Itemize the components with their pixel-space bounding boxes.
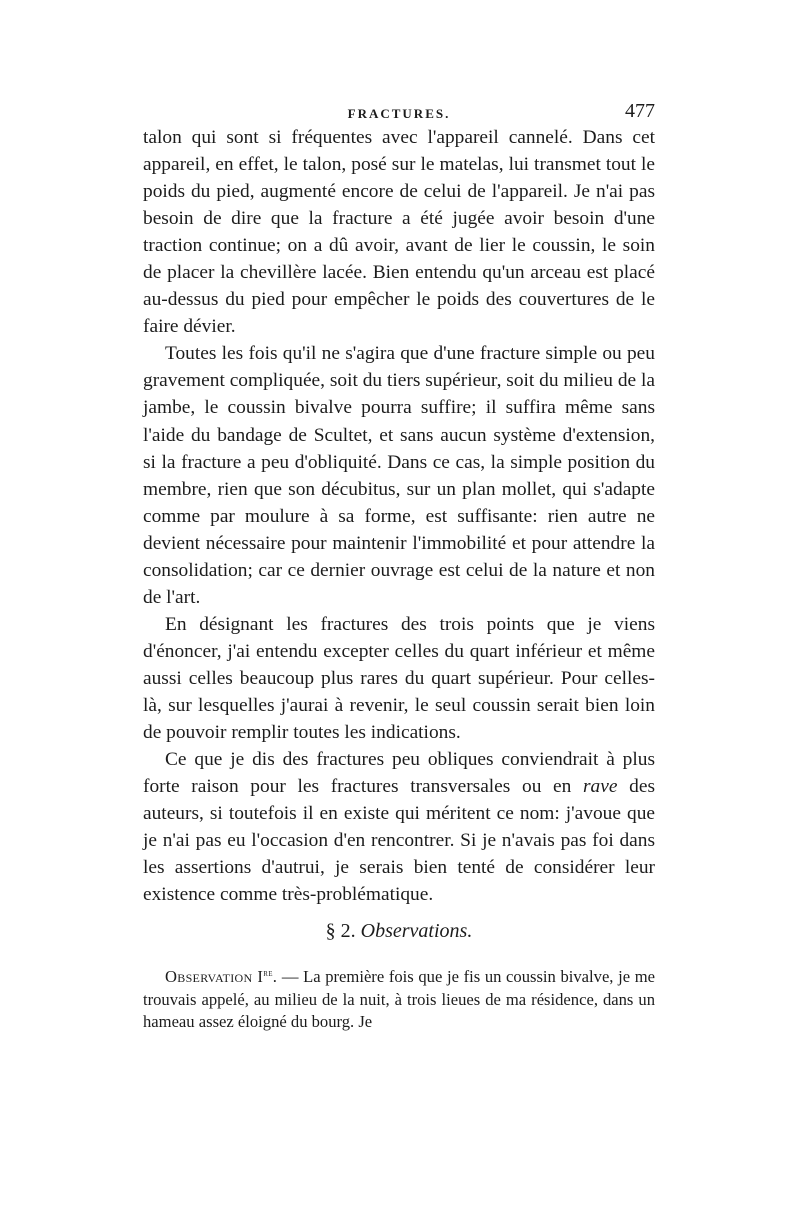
section-heading (143, 918, 655, 944)
observation-label-sup: re (263, 968, 273, 979)
observation-text: — La première fois que je fis un coussin bivalve, je me trouvais appelé, au milieu de la nuit, à trois lieues de ma résidence, dans un hameau assez éloigné du bourg. Je (143, 967, 655, 1031)
running-title: FRACTURES. (347, 106, 451, 121)
paragraph: Toutes les fois qu'il ne s'agira que d'une fracture simple ou peu gravement compliquée, soit du tiers supérieur, soit du milieu de la jambe, le coussin bivalve pourra suffire; il suffira même sans l'aide du bandage de Scultet, et sans aucun système d'extension, si la fracture a peu d'obliquité. Dans ce cas, la simple position du membre, rien que son décubitus, sur un plan mollet, qui s'adapte comme par moulure à sa forme, est suffisante: rien autre ne devient nécessaire pour maintenir l'immobilité et pour attendre la consolidation; car ce dernier ouvrage est celui de la nature et non de l'art. (143, 343, 655, 608)
page-number: 477 (625, 100, 655, 122)
paragraph (143, 746, 655, 908)
italic-term: rave (583, 776, 618, 798)
paragraph-text: des auteurs, si toutefois il en existe qui méritent ce nom: j'avoue que je n'ai pas eu l'occasion d'en rencontrer. Si je n'avais pas foi dans les assertions d'autrui, je serais bien tenté de considérer leur existence comme très-problématique. (143, 776, 655, 906)
section-number: § 2. (325, 920, 356, 942)
body-text (143, 124, 655, 908)
paragraph-text: Ce que je dis des fractures peu obliques conviendrait à plus forte raison pour les fractures transversales ou en (143, 749, 655, 798)
paragraph: talon qui sont si fréquentes avec l'appareil cannelé. Dans cet appareil, en effet, le talon, posé sur le matelas, lui transmet tout le poids du pied, augmenté encore de celui de l'appareil. Je n'ai pas besoin de dire que la fracture a été jugée avoir besoin d'une traction continue; on a dû avoir, avant de lier le coussin, le soin de placer la chevillère lacée. Bien entendu qu'un arceau est placé au-dessus du pied pour empêcher le poids des couvertures de le faire dévier. (143, 127, 655, 338)
running-head (143, 100, 655, 124)
section-title: Observations. (360, 920, 473, 942)
observation-paragraph (143, 963, 655, 1034)
observation-block (143, 963, 655, 1034)
paragraph: En désignant les fractures des trois points que je viens d'énoncer, j'ai entendu excepter celles du quart inférieur et même aussi celles beaucoup plus rares du quart supérieur. Pour celles-là, sur lesquelles j'aurai à revenir, le seul coussin serait bien loin de pouvoir remplir toutes les indications. (143, 613, 655, 744)
observation-label (165, 967, 277, 986)
observation-label-text: Observation I (165, 967, 264, 986)
observation-label-end: . (272, 967, 278, 986)
